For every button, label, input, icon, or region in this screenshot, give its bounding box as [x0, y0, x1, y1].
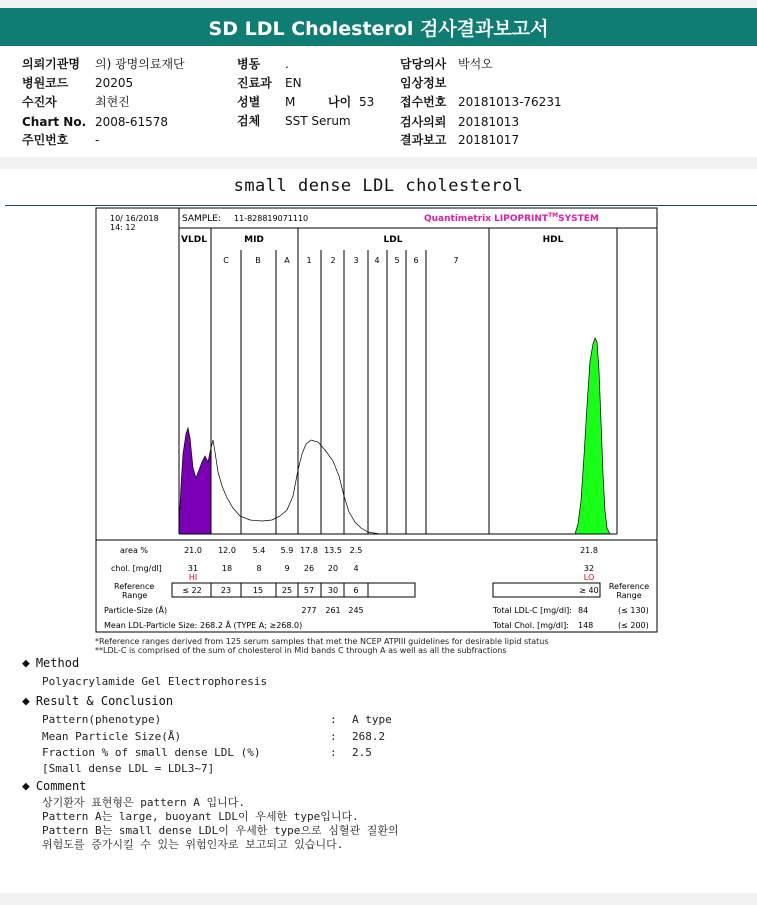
- result-value-size: 268.2: [352, 730, 386, 743]
- group-vldl: VLDL: [181, 235, 207, 245]
- dept-label: 진료과: [237, 76, 272, 90]
- receipt-value: 20181013-76231: [458, 95, 562, 109]
- result-value-fraction: 2.5: [352, 746, 372, 759]
- top-band: [0, 0, 757, 8]
- band-3: 3: [353, 256, 359, 265]
- area-a: 5.9: [280, 546, 294, 555]
- ward-label: 병동: [237, 57, 261, 71]
- clinical-label: 임상정보: [400, 76, 447, 90]
- report-time: 14: 12: [110, 223, 136, 232]
- report-date-label: 결과보고: [400, 133, 447, 147]
- band-5: 5: [394, 256, 400, 265]
- chol-ldl3: 4: [353, 564, 359, 573]
- specimen-value: SST Serum: [285, 114, 351, 128]
- sample-id: 11-828819071110: [234, 214, 309, 223]
- total-chol-ref: (≤ 200): [618, 621, 649, 630]
- hospital-code-value: 20205: [95, 76, 134, 90]
- side-ref-label: Reference Range: [608, 582, 650, 600]
- row-label-particle: Particle-Size (Å): [104, 606, 168, 615]
- brand-logo: Quantimetrix LIPOPRINT™SYSTEM: [424, 212, 599, 224]
- institution-label: 의뢰기관명: [22, 57, 80, 71]
- request-value: 20181013: [458, 115, 520, 129]
- result-colon: :: [330, 746, 337, 759]
- ref-ldl2: 30: [327, 586, 339, 595]
- ref-b: 15: [252, 586, 264, 595]
- flag-lo: LO: [583, 573, 595, 582]
- chol-a: 9: [284, 564, 290, 573]
- result-colon: :: [330, 730, 337, 743]
- band-7: 7: [453, 256, 459, 265]
- receipt-label: 접수번호: [400, 95, 447, 109]
- result-note: [Small dense LDL = LDL3~7]: [42, 762, 215, 775]
- area-hdl: 21.8: [580, 546, 598, 555]
- bottom-band: [0, 893, 757, 905]
- result-label-pattern: Pattern(phenotype): [42, 713, 162, 726]
- doctor-value: 박석오: [458, 57, 493, 71]
- result-label-fraction: Fraction % of small dense LDL (%): [42, 746, 261, 759]
- lipoprint-chart: [0, 206, 757, 638]
- row-label-ref: Reference Range: [114, 582, 155, 600]
- sex-label: 성별: [237, 95, 261, 109]
- band-6: 6: [413, 256, 419, 265]
- band-4: 4: [374, 256, 380, 265]
- ref-ldl3: 6: [353, 586, 359, 595]
- footnote-2: **LDL-C is comprised of the sum of cholesterol in Mid bands C through A as well as all the subfractions: [95, 646, 507, 655]
- dept-value: EN: [285, 76, 302, 90]
- band-a: A: [284, 256, 290, 265]
- section-title: small dense LDL cholesterol: [233, 176, 524, 196]
- ref-a: 25: [281, 586, 293, 595]
- doctor-label: 담당의사: [400, 57, 447, 71]
- sample-label: SAMPLE:: [182, 214, 221, 224]
- ref-hdl: ≥ 40: [579, 586, 599, 595]
- sex-value: M: [285, 95, 296, 109]
- ref-vldl: ≤ 22: [182, 586, 202, 595]
- comment-line-3: Pattern B는 small dense LDL이 우세한 type으로 심혈관 질환의: [42, 824, 399, 837]
- group-ldl: LDL: [383, 235, 403, 245]
- diamond-icon: ◆: [22, 656, 30, 671]
- patient-info: [0, 54, 757, 154]
- flag-hi: HI: [188, 573, 198, 582]
- ward-value: .: [285, 57, 289, 71]
- method-heading: ◆ Method: [22, 656, 80, 671]
- chol-hdl: 32: [583, 564, 595, 573]
- area-ldl2: 13.5: [324, 546, 342, 555]
- chol-b: 8: [256, 564, 262, 573]
- band-1: 1: [306, 256, 312, 265]
- band-2: 2: [330, 256, 336, 265]
- comment-line-1: 상기환자 표현형은 pattern A 입니다.: [42, 796, 245, 809]
- footnote-1: *Reference ranges derived from 125 serum samples that met the NCEP ATPIII guidelines for desirable lipid status: [95, 637, 549, 646]
- ref-c: 23: [220, 586, 232, 595]
- footnotes: [95, 637, 549, 655]
- area-c: 12.0: [218, 546, 236, 555]
- age-label: 나이: [328, 95, 352, 109]
- band-b: B: [255, 256, 261, 265]
- chol-vldl: 31: [187, 564, 199, 573]
- size-ldl1: 277: [301, 606, 317, 615]
- total-chol-label: Total Chol. [mg/dl]:: [493, 621, 569, 630]
- result-label-size: Mean Particle Size(Å): [42, 730, 182, 743]
- row-label-chol: chol. [mg/dl]: [111, 564, 162, 573]
- chart-no-label: Chart No.: [22, 115, 87, 129]
- row-label-mean: Mean LDL-Particle Size:: [104, 621, 198, 630]
- area-b: 5.4: [252, 546, 266, 555]
- comment-line-4: 위험도를 증가시킬 수 있는 위험인자로 보고되고 있습니다.: [42, 838, 344, 851]
- id-value: -: [95, 133, 100, 147]
- band-c: C: [223, 256, 229, 265]
- group-hdl: HDL: [542, 235, 564, 245]
- method-text: Polyacrylamide Gel Electrophoresis: [42, 675, 268, 688]
- patient-label: 수진자: [22, 95, 57, 109]
- diamond-icon: ◆: [22, 694, 30, 709]
- result-colon: :: [330, 713, 337, 726]
- group-mid: MID: [244, 235, 264, 245]
- total-ldl-value: 84: [578, 606, 589, 615]
- area-ldl3: 2.5: [349, 546, 363, 555]
- area-ldl1: 17.8: [300, 546, 318, 555]
- patient-value: 최현진: [95, 95, 130, 109]
- total-chol-value: 148: [578, 621, 594, 630]
- chol-ldl1: 26: [303, 564, 315, 573]
- table-frame: [96, 540, 657, 632]
- ref-ldl1: 57: [303, 586, 315, 595]
- comment-heading: ◆ Comment: [22, 779, 87, 794]
- mean-size-value: 268.2 Å (TYPE A; ≥268.0): [200, 621, 303, 630]
- size-ldl3: 245: [348, 606, 364, 615]
- size-ldl2: 261: [325, 606, 341, 615]
- total-ldl-label: Total LDL-C [mg/dl]:: [493, 606, 572, 615]
- specimen-label: 검체: [237, 114, 261, 128]
- report-title: SD LDL Cholesterol 검사결과보고서: [0, 8, 757, 46]
- result-heading: ◆ Result & Conclusion: [22, 694, 174, 709]
- diamond-icon: ◆: [22, 779, 30, 794]
- hospital-code-label: 병원코드: [22, 76, 69, 90]
- report-date-value: 20181017: [458, 133, 520, 147]
- id-label: 주민번호: [22, 133, 69, 147]
- total-ldl-ref: (≤ 130): [618, 606, 649, 615]
- request-label: 검사의뢰: [400, 115, 447, 129]
- area-vldl: 21.0: [184, 546, 202, 555]
- chart-no-value: 2008-61578: [95, 115, 169, 129]
- report-date: 10/ 16/2018: [110, 214, 159, 223]
- comment-line-2: Pattern A는 large, buoyant LDL이 우세한 type입니다.: [42, 810, 359, 823]
- result-value-pattern: A type: [352, 713, 392, 726]
- age-value: 53: [359, 95, 375, 109]
- chol-c: 18: [221, 564, 233, 573]
- institution-value: 의) 광명의료재단: [95, 57, 185, 71]
- chol-ldl2: 20: [327, 564, 339, 573]
- section-divider: [0, 157, 757, 169]
- row-label-area: area %: [120, 546, 148, 555]
